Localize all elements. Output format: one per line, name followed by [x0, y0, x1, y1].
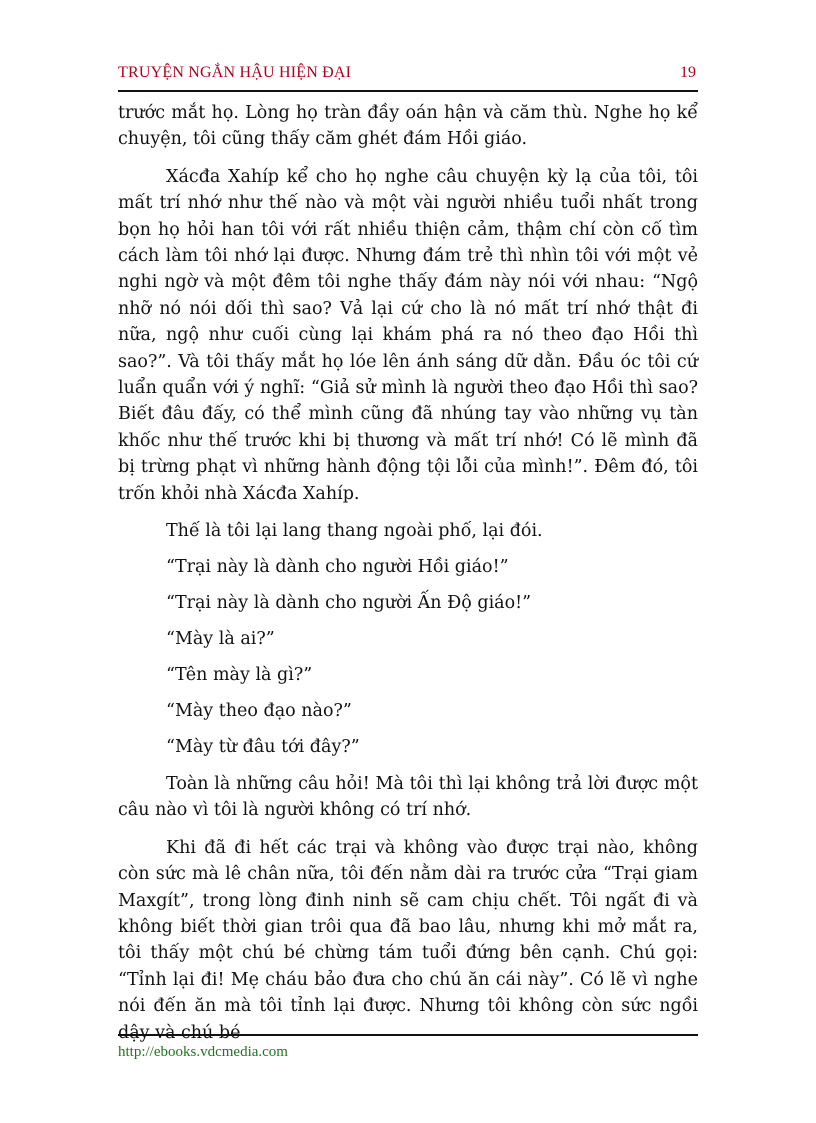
dialogue-line: “Mày là ai?”	[166, 628, 275, 649]
page-number: 19	[680, 64, 696, 81]
page-header	[118, 62, 698, 92]
paragraph: Khi đã đi hết các trại và không vào được trại nào, không còn sức mà lê chân nữa, tôi đến nằm dài ra trước cửa “Trại giam Maxgít”, trong lòng đinh ninh sẽ cam chịu chết. Tôi ngất đi và không biết thời gian trôi qua đã bao lâu, nhưng khi mở mắt ra, tôi thấy một chú bé chừng tám tuổi đứng bên cạnh. Chú gọi: “Tỉnh lại đi! Mẹ cháu bảo đưa cho chú ăn cái này”. Có lẽ vì nghe nói đến ăn mà tôi tỉnh lại được. Nhưng tôi không còn sức ngồi dậy và chú bé	[118, 837, 698, 1043]
paragraph: Thế là tôi lại lang thang ngoài phố, lại đói.	[166, 521, 543, 542]
paragraph-continuation: trước mắt họ. Lòng họ tràn đầy oán hận và căm thù. Nghe họ kể chuyện, tôi cũng thấy căm ghét đám Hồi giáo.	[118, 103, 698, 150]
dialogue-line: “Mày từ đâu tới đây?”	[166, 736, 360, 757]
dialogue-line: “Trại này là dành cho người Hồi giáo!”	[166, 557, 509, 577]
page-footer	[118, 1034, 698, 1060]
dialogue-line: “Mày theo đạo nào?”	[166, 700, 352, 721]
book-title: TRUYỆN NGẮN HẬU HIỆN ĐẠI	[118, 64, 352, 81]
paragraph: Toàn là những câu hỏi! Mà tôi thì lại không trả lời được một câu nào vì tôi là người không có trí nhớ.	[118, 773, 698, 821]
dialogue-line: “Trại này là dành cho người Ấn Độ giáo!”	[166, 592, 532, 613]
dialogue-line: “Tên mày là gì?”	[166, 664, 313, 685]
footer-link[interactable]: http://ebooks.vdcmedia.com	[118, 1044, 288, 1060]
paragraph: Xácđa Xahíp kể cho họ nghe câu chuyện kỳ lạ của tôi, tôi mất trí nhớ như thế nào và một vài người nhiều tuổi nhất trong bọn họ hỏi han tôi với rất nhiều thiện cảm, thậm chí còn cố tìm cách làm tôi nhớ lại được. Nhưng đám trẻ thì nhìn tôi với một vẻ nghi ngờ và một đêm tôi nghe thấy đám này nói với nhau: “Ngộ nhỡ nó nói dối thì sao? Vả lại cứ cho là nó mất trí nhớ thật đi nữa, ngộ như cuối cùng lại khám phá ra nó theo đạo Hồi thì sao?”. Và tôi thấy mắt họ lóe lên ánh sáng dữ dằn. Đầu óc tôi cứ luẩn quẩn với ý nghĩ: “Giả sử mình là người theo đạo Hồi thì sao? Biết đâu đấy, có thể mình cũng đã nhúng tay vào những vụ tàn khốc như thế trước khi bị thương và mất trí nhớ! Có lẽ mình đã bị trừng phạt vì những hành động tội lỗi của mình!”. Đêm đó, tôi trốn khỏi nhà Xácđa Xahíp.	[118, 166, 698, 504]
page-body	[118, 100, 698, 1046]
